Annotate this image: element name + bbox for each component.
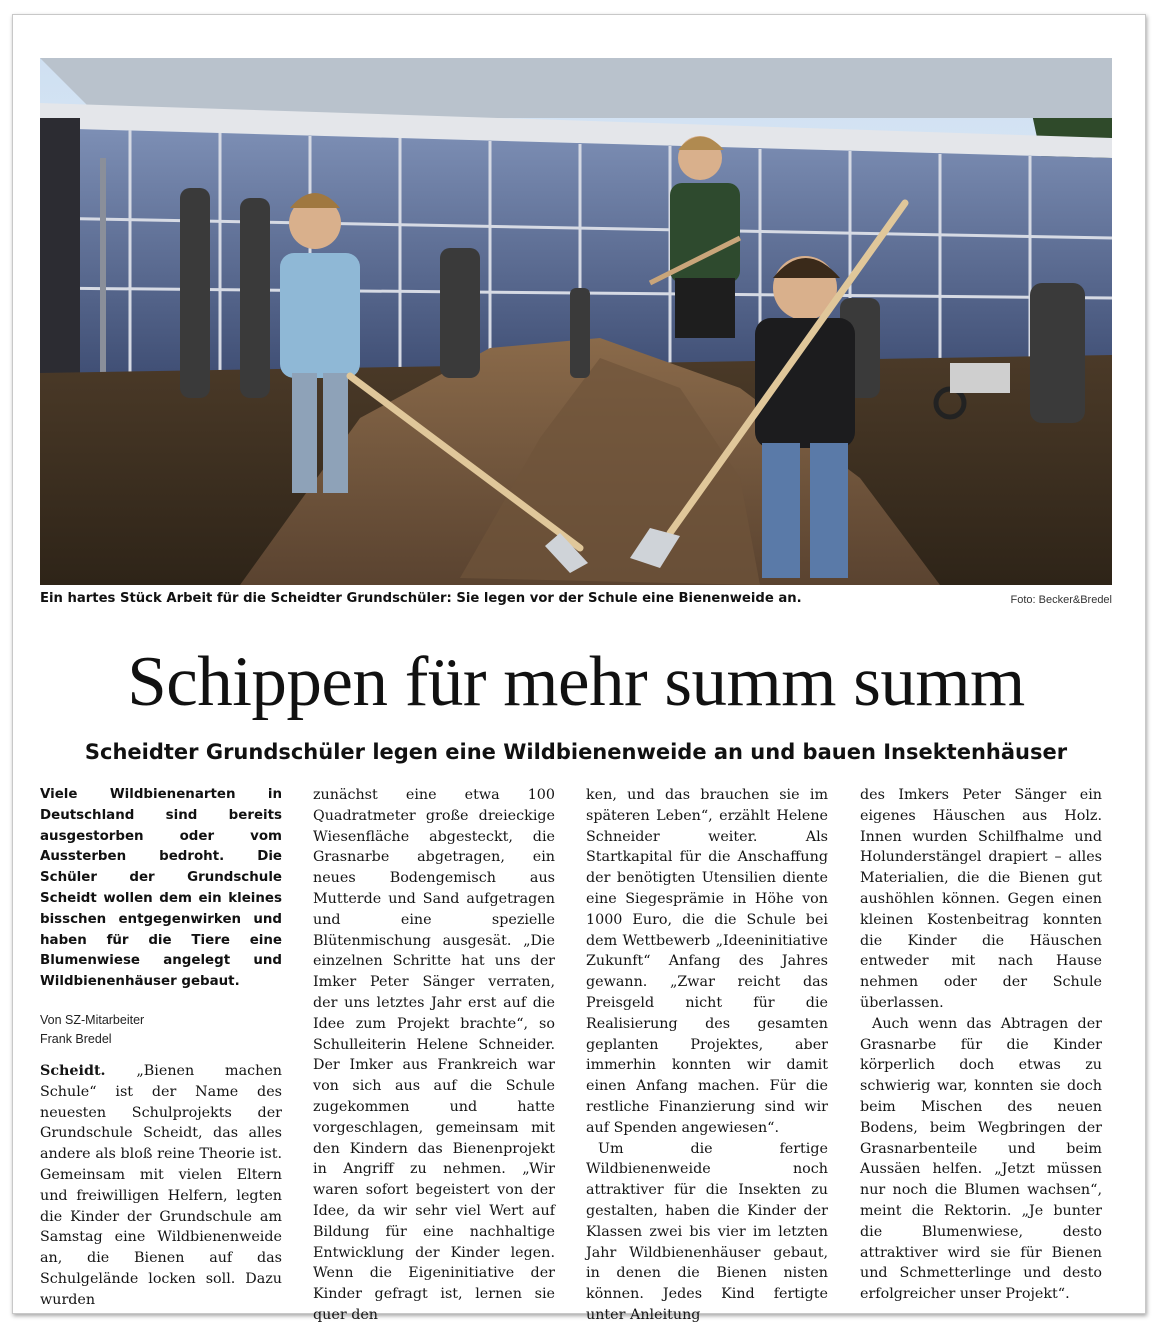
article-body-col-4 (860, 785, 1102, 1305)
article-photo (40, 58, 1112, 585)
article-teaser: Viele Wildbienenarten in Deutschland sind bereits ausgestorben oder vom Aussterben bedroht. Die Schüler der Grundschule Scheidt wollen dem ein kleines bisschen entgegenwirken und haben für die Tiere eine Blumenwiese angelegt und Wildbienenhäuser gebaut. (40, 787, 282, 990)
article-subheadline: Scheidter Grundschüler legen eine Wildbienenweide an und bauen Insektenhäuser (84, 740, 1068, 764)
article-body-col-1 (40, 1061, 282, 1311)
body-text-part-1: „Bienen machen Schule“ ist der Name des neuesten Schulprojekts der Grundschule Scheidt, das alles andere als bloß reine Theorie ist. Gemeinsam mit vielen Eltern und freiwilligen Helfern, legten die Kinder der Grundschule am Samstag eine Wildbienenweide an, die Bienen auf das Schulgelände locken soll. Dazu wurden (40, 1063, 282, 1308)
byline-role: Von SZ-Mitarbeiter (40, 1012, 145, 1027)
article-body-col-2 (313, 785, 555, 1326)
body-text-part-4: Um die fertige Wildbienenweide noch attraktiver für die Insekten zu gestalten, haben die Kinder der Klassen zwei bis vier im letzten Jahr Wildbienenhäuser gebaut, in denen die Bienen nisten können. Jedes Kind fertigte unter Anleitung (586, 1140, 828, 1323)
article-headline: Schippen für mehr summ summ (127, 643, 1025, 721)
body-text-part-2: zunächst eine etwa 100 Quadratmeter große dreieckige Wiesenfläche abgesteckt, die Grasnarbe abgetragen, ein neues Bodengemisch aus Mutterde und Sand aufgetragen und eine spezielle Blütenmischung ausgesät. „Die einzelnen Schritte hat uns der Imker Peter Sänger verraten, der uns letztes Jahr erst auf die Idee zum Projekt brachte“, so Schulleiterin Helene Schneider. Der Imker aus Frankreich war von sich aus auf die Schule zugekommen und hatte vorgeschlagen, gemeinsam mit den Kindern das Bienenprojekt in Angriff zu nehmen. „Wir waren sofort begeistert von der Idee, da wir sehr viel Wert auf Bildung für eine nachhaltige Entwicklung der Kinder legen. Wenn die Eigeninitiative der Kinder gefragt ist, lernen sie quer den (313, 787, 555, 1323)
body-paragraph-3: Auch wenn das Abtragen der Grasnarbe für die Kinder körperlich doch etwas zu schwierig war, konnten sie doch beim Mischen des neuen Bodens, beim Wegbringen der Grasnarbenteile und beim Aussäen helfen. „Jetzt müssen nur noch die Blumen wachsen“, meint die Rektorin. „Je bunter die Blumenwiese, desto attraktiver wird sie für Bienen und Schmetterlinge und desto erfolgreicher unser Projekt“. (860, 1015, 1102, 1303)
dateline: Scheidt. (40, 1063, 106, 1079)
body-text-part-5: des Imkers Peter Sänger ein eigenes Häuschen aus Holz. Innen wurden Schilfhalme und Holunderstängel drapiert – alles Materialien, die die Bienen gut aushöhlen können. Gegen einen kleinen Kostenbeitrag konnten die Kinder die Häuschen entweder mit nach Hause nehmen oder der Schule überlassen. (860, 787, 1102, 1011)
article-column-1 (40, 785, 282, 1049)
body-text-part-3: ken, und das brauchen sie im späteren Leben“, erzählt Helene Schneider weiter. Als Startkapital für die Anschaffung der benötigten Utensilien diente eine Siegesprämie in Höhe von 1000 Euro, die die Schule bei dem Wettbewerb „Ideeninitiative Zukunft“ Anfang des Jahres gewann. „Zwar reicht das Preisgeld nicht für die Realisierung des gesamten geplanten Projektes, aber immerhin konnten wir damit einen Anfang machen. Für die restliche Finanzierung sind wir auf Spenden angewiesen“. (586, 787, 828, 1136)
byline-author: Frank Bredel (40, 1031, 112, 1046)
photo-caption: Ein hartes Stück Arbeit für die Scheidter Grundschüler: Sie legen vor der Schule eine Bienenweide an. (40, 591, 802, 606)
photo-illustration (40, 58, 1112, 585)
photo-credit: Foto: Becker&Bredel (1010, 594, 1112, 606)
byline (40, 1011, 282, 1049)
article-body-col-3 (586, 785, 828, 1326)
